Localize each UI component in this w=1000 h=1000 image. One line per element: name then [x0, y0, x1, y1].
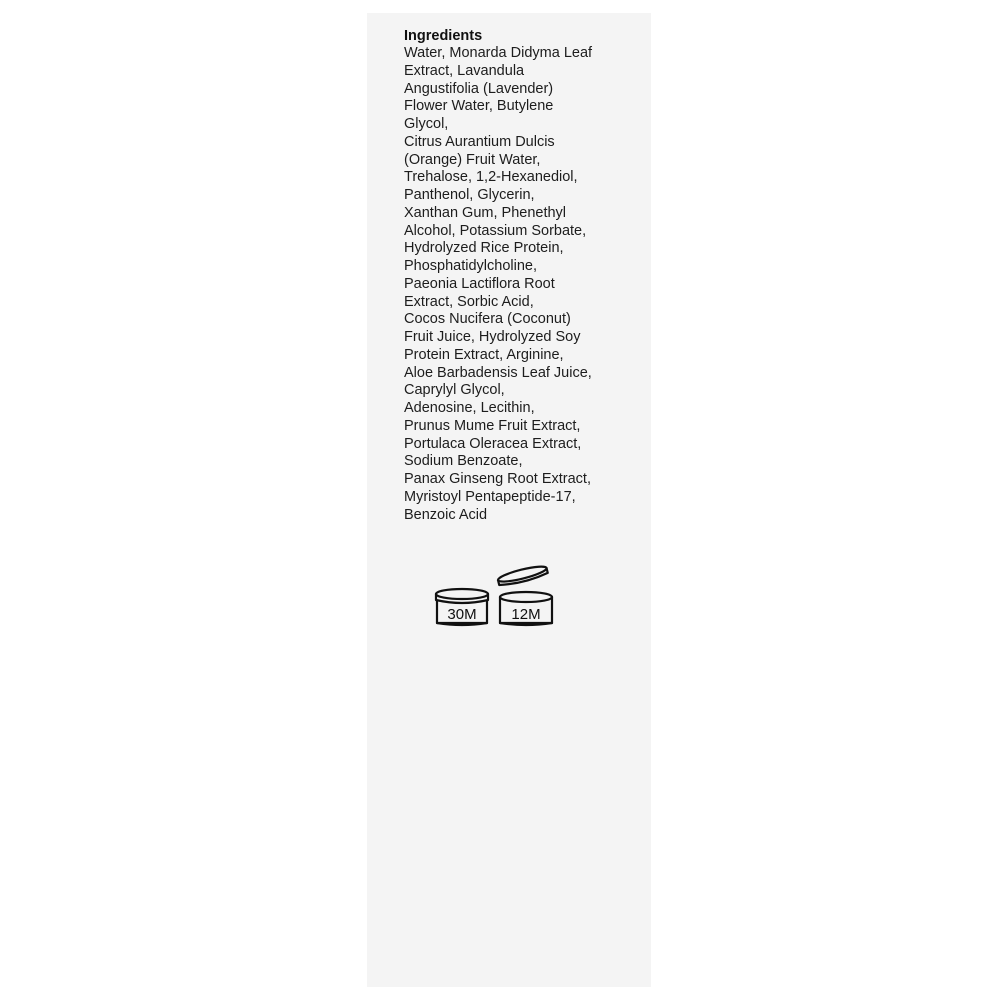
ingredient-line: Fruit Juice, Hydrolyzed Soy: [404, 329, 581, 345]
ingredient-line: Glycol,: [404, 116, 449, 132]
ingredient-line: Benzoic Acid: [404, 506, 488, 523]
ingredient-line: Cocos Nucifera (Coconut): [404, 311, 571, 328]
ingredient-line: Xanthan Gum, Phenethyl: [404, 204, 567, 221]
ingredient-line: Caprylyl Glycol,: [404, 382, 505, 399]
shelf-life-symbols-svg: [435, 553, 565, 623]
shelf-life-label: 30M: [447, 606, 477, 623]
ingredient-line: Citrus Aurantium Dulcis: [404, 133, 555, 150]
ingredients-list: [404, 45, 640, 524]
ingredient-line: Alcohol, Potassium Sorbate,: [404, 222, 587, 239]
ingredient-line: Paeonia Lactiflora Root: [404, 275, 555, 292]
ingredient-line: Adenosine, Lecithin,: [404, 400, 535, 416]
ingredient-line: Portulaca Oleracea Extract,: [404, 435, 582, 452]
ingredient-line: (Orange) Fruit Water,: [404, 151, 541, 168]
ingredient-line: Sodium Benzoate,: [404, 453, 523, 470]
ingredient-line: Phosphatidylcholine,: [404, 258, 538, 274]
ingredients-title: Ingredients: [404, 28, 483, 44]
ingredient-line: Trehalose, 1,2-Hexanediol,: [404, 169, 578, 186]
ingredients-panel: [367, 13, 651, 987]
ingredients-section: [404, 27, 640, 524]
ingredient-line: Prunus Mume Fruit Extract,: [404, 417, 581, 434]
ingredient-line: Angustifolia (Lavender): [404, 80, 554, 97]
ingredient-line: Extract, Sorbic Acid,: [404, 293, 534, 310]
ingredient-line: Protein Extract, Arginine,: [404, 346, 564, 363]
ingredient-line: Flower Water, Butylene: [404, 98, 554, 115]
ingredient-line: Water, Monarda Didyma Leaf: [404, 45, 593, 61]
ingredient-line: Panthenol, Glycerin,: [404, 187, 535, 203]
ingredient-line: Hydrolyzed Rice Protein,: [404, 240, 564, 257]
shelf-life-symbols: [435, 553, 565, 623]
ingredient-line: Myristoyl Pentapeptide-17,: [404, 488, 576, 505]
ingredient-line: Extract, Lavandula: [404, 62, 525, 79]
period-after-opening-label: 12M: [511, 606, 541, 623]
ingredient-line: Panax Ginseng Root Extract,: [404, 471, 591, 487]
ingredient-line: Aloe Barbadensis Leaf Juice,: [404, 364, 592, 381]
